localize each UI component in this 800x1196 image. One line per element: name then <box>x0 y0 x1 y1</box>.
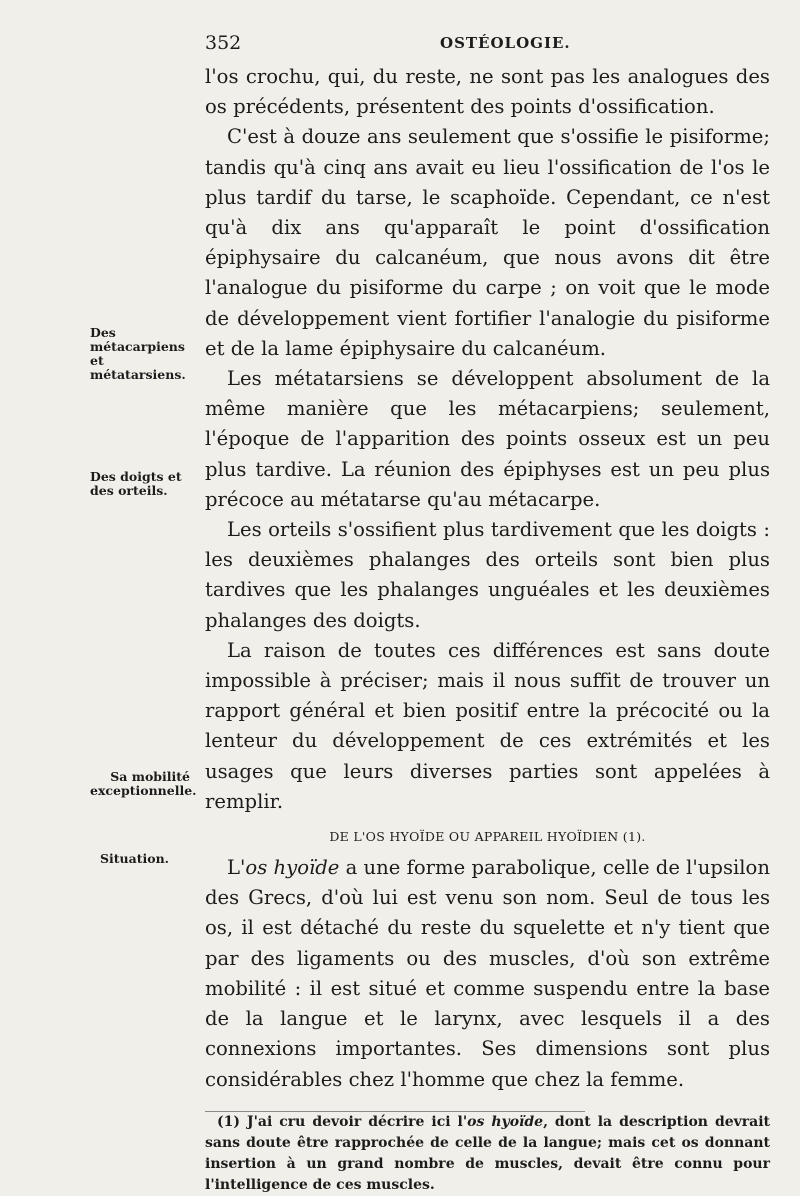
margin-note-situation: Situation. <box>100 851 170 866</box>
page-number: 352 <box>205 32 242 54</box>
paragraph: Les orteils s'ossifient plus tardivement que les doigts : les deuxièmes phalanges des orteils sont bien plus tardives que les phalanges unguéales et les deuxièmes phalanges des doigts. <box>205 518 770 632</box>
footnote-term: os hyoïde <box>467 1113 544 1130</box>
footnote-rest: , dont la description devrait sans doute être rapprochée de celle de la langue; mais cet os donnant insertion à un grand nombre de muscles, devait être connu pour l'intelligence de ces muscles. <box>205 1113 771 1193</box>
running-title: OSTÉOLOGIE. <box>440 34 571 52</box>
paragraph: l'os crochu, qui, du reste, ne sont pas les analogues des os précédents, présentent des points d'ossification. <box>205 65 770 119</box>
body-text <box>205 62 770 1196</box>
margin-note-metacarpiens: Des métacarpiens et métatarsiens. <box>90 325 186 382</box>
paragraph: La raison de toutes ces différences est sans doute impossible à préciser; mais il nous suffit de trouver un rapport général et bien positif entre la précocité ou la lenteur du développement de ces extrémités et les usages que leurs diverses parties sont appelées à remplir. <box>205 638 770 813</box>
hyoid-paragraph <box>205 853 770 1095</box>
section-heading-text: DE L'OS HYOÏDE OU APPAREIL HYOÏDIEN <box>329 829 619 845</box>
section-heading <box>205 825 770 849</box>
paragraph: Les métatarsiens se développent absolument de la même manière que les métacarpiens; seulement, l'époque de l'apparition des points osseux est un peu plus tardive. La réunion des épiphyses est un peu plus précoce au métatarse qu'au métacarpe. <box>205 367 770 511</box>
paragraph: C'est à douze ans seulement que s'ossifie le pisiforme; tandis qu'à cinq ans avait eu lieu l'ossification de l'os le plus tardif du tarse, le scaphoïde. Cependant, ce n'est qu'à dix ans qu'apparaît le point d'ossification épiphysaire du calcanéum, que nous avons dit être l'analogue du pisiforme du carpe ; on voit que le mode de développement vient fortifier l'analogie du pisiforme et de la lame épiphysaire du calcanéum. <box>205 125 770 360</box>
hyoid-rest: a une forme parabolique, celle de l'upsilon des Grecs, d'où lui est venu son nom. Seul de tous les os, il est détaché du reste du squelette et n'y tient que par des ligaments ou des muscles, d'où son extrême mobilité : il est situé et comme suspendu entre la base de la langue et le larynx, avec lesquels il a des connexions importantes. Ses dimensions sont plus considérables chez l'homme que chez la femme. <box>205 856 770 1091</box>
hyoid-lead: L' <box>227 856 246 880</box>
footnote <box>205 1112 770 1196</box>
hyoid-term: os hyoïde <box>245 856 340 880</box>
footnote-reference: (1). <box>622 829 646 845</box>
footnote-marker: (1) <box>217 1113 240 1130</box>
margin-note-mobilite: Sa mobilité exceptionnelle. <box>90 769 197 798</box>
margin-note-doigts: Des doigts et des orteils. <box>90 469 182 498</box>
footnote-lead: J'ai cru devoir décrire ici l' <box>240 1113 468 1130</box>
